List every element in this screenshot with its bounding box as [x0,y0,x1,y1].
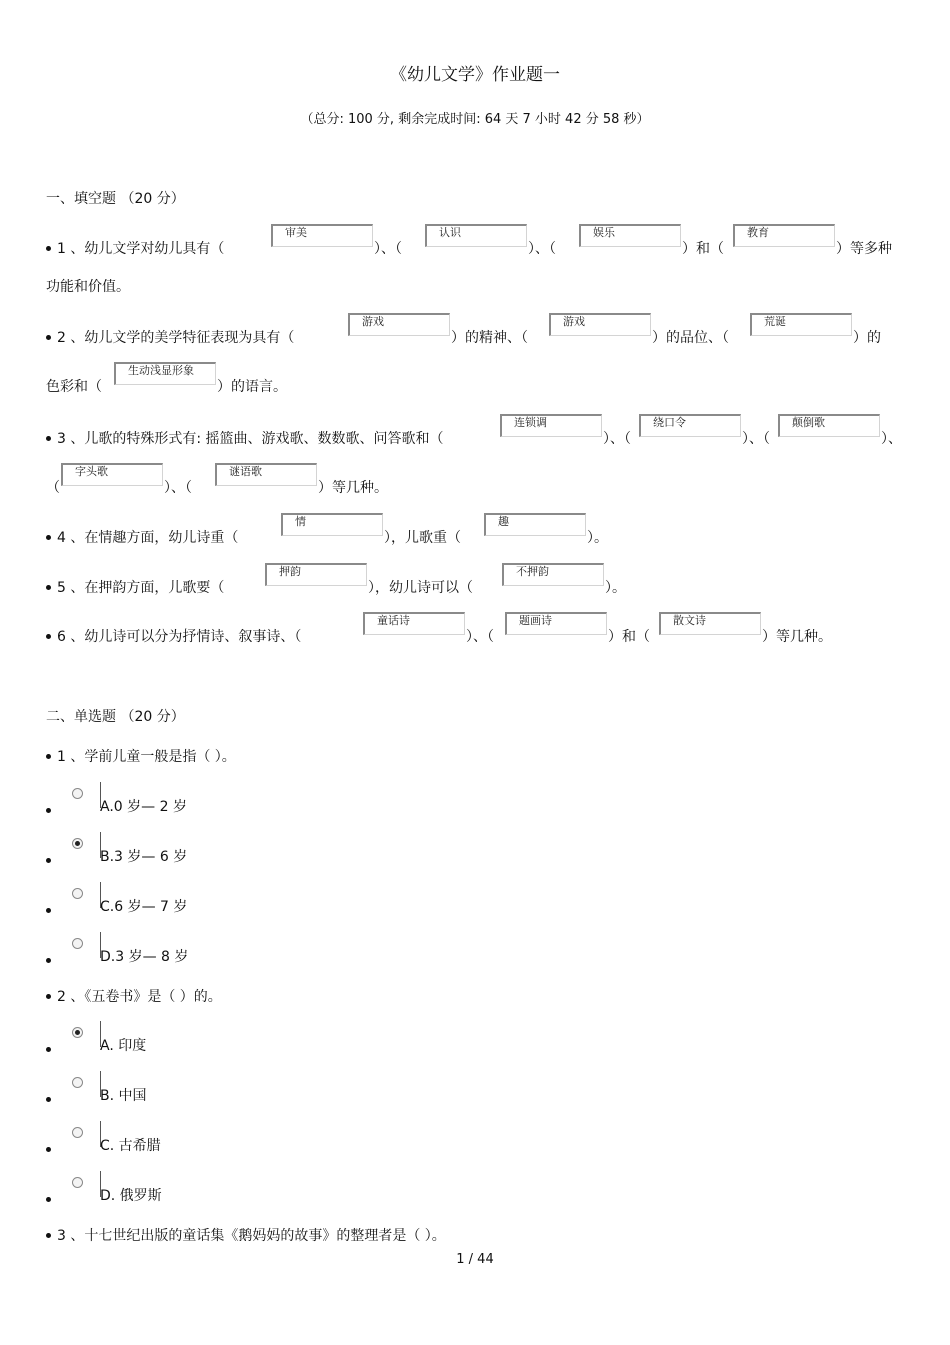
answer-input[interactable]: 情 [281,513,383,536]
bullet-icon [46,1233,51,1238]
answer-input[interactable]: 谜语歌 [215,463,317,486]
radio-button[interactable] [72,1127,83,1138]
fill-question-1: 1 、幼儿文学对幼儿具有（审美）、（认识）、（娱乐）和（教育）等多种 [46,236,892,262]
option-label: A. 印度 [100,1038,147,1054]
bullet-icon [46,585,51,590]
answer-input[interactable]: 娱乐 [579,224,681,247]
answer-input[interactable]: 押韵 [265,563,367,586]
radio-button[interactable] [72,1077,83,1088]
radio-button[interactable] [72,788,83,799]
bullet-icon [46,1147,51,1152]
radio-button[interactable] [72,938,83,949]
bullet-icon [46,754,51,759]
section-fill-in-heading: 一、填空题 （20 分） [46,191,185,207]
bullet-icon [46,958,51,963]
option-label: C.6 岁— 7 岁 [100,899,188,915]
radio-button[interactable] [72,888,83,899]
option-label: C. 古希腊 [100,1138,161,1154]
fill-question-5: 5 、在押韵方面，儿歌要（押韵），幼儿诗可以（不押韵）。 [46,575,626,601]
option-label: B. 中国 [100,1088,147,1104]
bullet-icon [46,808,51,813]
bullet-icon [46,634,51,639]
bullet-icon [46,246,51,251]
fill-question-2: 2 、幼儿文学的美学特征表现为具有（游戏）的精神、（游戏）的品位、（荒诞）的 [46,325,881,351]
choice-question-1: 1 、学前儿童一般是指（ ）。 [46,744,236,770]
bullet-icon [46,1097,51,1102]
bullet-icon [46,1197,51,1202]
fill-question-3: 3 、儿歌的特殊形式有: 摇篮曲、游戏歌、数数歌、问答歌和（连锁调）、（绕口令）、（颠倒歌）、 [46,426,902,452]
answer-input[interactable]: 生动浅显形象 [114,362,216,385]
bullet-icon [46,535,51,540]
bullet-icon [46,858,51,863]
answer-input[interactable]: 教育 [733,224,835,247]
option-label: A.0 岁— 2 岁 [100,799,187,815]
option-label: D. 俄罗斯 [100,1188,162,1204]
bullet-icon [46,436,51,441]
answer-input[interactable]: 游戏 [549,313,651,336]
answer-input[interactable]: 荒诞 [750,313,852,336]
option-label: B.3 岁— 6 岁 [100,849,188,865]
bullet-icon [46,994,51,999]
answer-input[interactable]: 游戏 [348,313,450,336]
answer-input[interactable]: 绕口令 [639,414,741,437]
bullet-icon [46,1047,51,1052]
answer-input[interactable]: 连锁调 [500,414,602,437]
page-number: 1 / 44 [456,1252,494,1267]
radio-button[interactable] [72,1177,83,1188]
choice-question-3: 3 、十七世纪出版的童话集《鹅妈妈的故事》的整理者是（ ）。 [46,1223,446,1249]
page-title: 《幼儿文学》作业题一 [390,65,560,85]
answer-input[interactable]: 审美 [271,224,373,247]
answer-input[interactable]: 颠倒歌 [778,414,880,437]
choice-question-2: 2 、《五卷书》是（ ）的。 [46,984,222,1010]
radio-button-selected[interactable] [72,838,83,849]
fill-question-6: 6 、幼儿诗可以分为抒情诗、叙事诗、（童话诗）、（题画诗）和（散文诗）等几种。 [46,624,832,650]
bullet-icon [46,908,51,913]
option-label: D.3 岁— 8 岁 [100,949,189,965]
bullet-icon [46,335,51,340]
answer-input[interactable]: 不押韵 [502,563,604,586]
radio-button-selected[interactable] [72,1027,83,1038]
fill-question-3-cont: （字头歌）、（谜语歌）等几种。 [46,465,388,496]
answer-input[interactable]: 认识 [425,224,527,247]
answer-input[interactable]: 题画诗 [505,612,607,635]
score-and-time-remaining: （总分: 100 分, 剩余完成时间: 64 天 7 小时 42 分 58 秒） [300,112,650,127]
fill-question-2-cont: 色彩和（生动浅显形象）的语言。 [46,364,287,395]
section-single-choice-heading: 二、单选题 （20 分） [46,709,185,725]
fill-question-4: 4 、在情趣方面，幼儿诗重（情），儿歌重（趣）。 [46,525,608,551]
answer-input[interactable]: 散文诗 [659,612,761,635]
fill-question-1-cont: 功能和价值。 [46,279,130,295]
answer-input[interactable]: 童话诗 [363,612,465,635]
answer-input[interactable]: 字头歌 [61,463,163,486]
answer-input[interactable]: 趣 [484,513,586,536]
